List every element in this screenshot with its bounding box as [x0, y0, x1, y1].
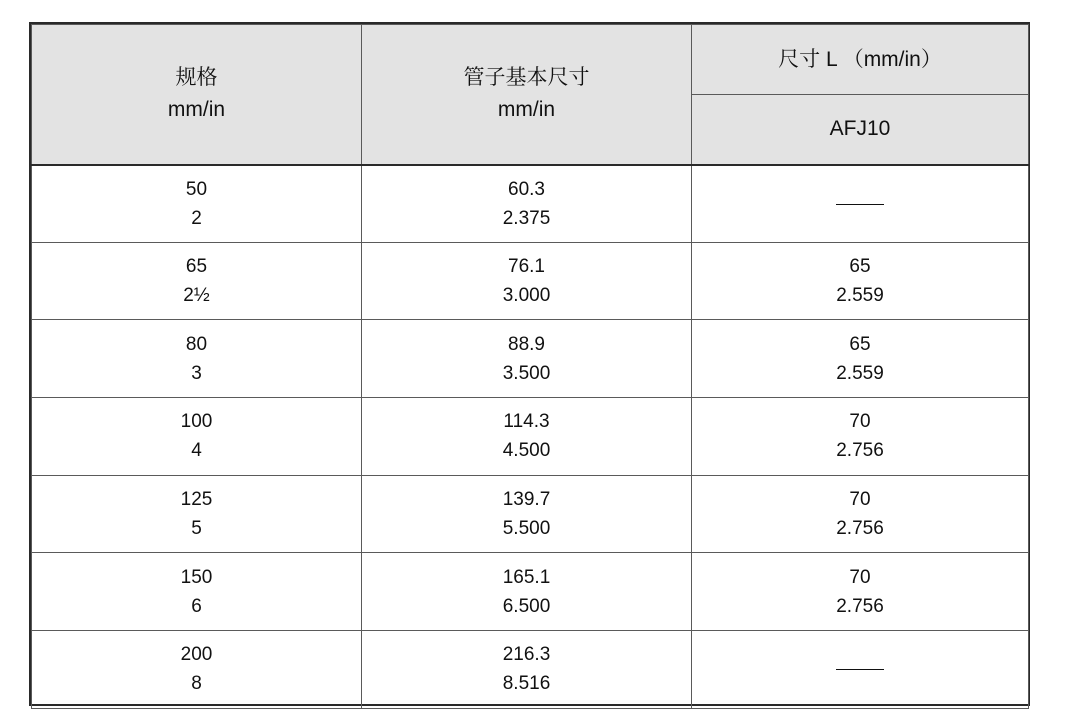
cell-dimension-l-mm: 70: [849, 411, 871, 433]
cell-spec-in: 6: [191, 595, 202, 617]
cell-spec-mm: 125: [180, 489, 213, 511]
table-row: [32, 475, 1029, 553]
cell-dimension-l-in: 2.756: [836, 518, 884, 540]
cell-dimension-l-in: 2.756: [836, 440, 884, 462]
header-spec-title: 规格: [175, 66, 218, 90]
cell-spec-in: 4: [191, 440, 202, 462]
cell-spec: [32, 242, 362, 320]
cell-pipe-size-in: 2.375: [502, 207, 551, 229]
header-afj10: AFJ10: [692, 95, 1029, 165]
cell-spec-mm: 200: [180, 644, 213, 666]
cell-pipe-size-mm: 114.3: [503, 411, 550, 433]
cell-spec: [32, 165, 362, 243]
table-row: [32, 631, 1029, 709]
cell-dimension-l: [692, 165, 1029, 243]
cell-spec-mm: 65: [185, 256, 208, 278]
spec-table: [31, 24, 1029, 709]
header-pipe-size-title: 管子基本尺寸: [463, 66, 590, 90]
header-pipe-size: [362, 25, 692, 165]
table-row: [32, 398, 1029, 476]
cell-dimension-l-mm: 65: [849, 256, 871, 278]
cell-spec: [32, 553, 362, 631]
cell-spec-mm: 80: [185, 333, 208, 355]
cell-pipe-size: [362, 631, 692, 709]
cell-pipe-size: [362, 320, 692, 398]
cell-spec-in: 8: [191, 673, 202, 695]
cell-pipe-size-in: 5.500: [502, 518, 551, 540]
cell-pipe-size-in: 3.000: [502, 285, 551, 307]
cell-dimension-l: [692, 631, 1029, 709]
cell-pipe-size-mm: 165.1: [502, 566, 551, 588]
cell-pipe-size-mm: 76.1: [508, 256, 545, 278]
cell-dimension-l-mm: 70: [849, 566, 871, 588]
empty-dash: [836, 669, 884, 670]
cell-spec-mm: 50: [185, 178, 208, 200]
cell-pipe-size-in: 4.500: [502, 440, 551, 462]
table-row: [32, 242, 1029, 320]
cell-dimension-l: [692, 475, 1029, 553]
cell-pipe-size-in: 6.500: [502, 595, 551, 617]
cell-spec-in: 2½: [183, 285, 210, 307]
header-spec: [32, 25, 362, 165]
table-header: [32, 25, 1029, 165]
header-pipe-size-unit: mm/in: [497, 98, 556, 122]
empty-dash: [836, 204, 884, 205]
spec-table-container: [29, 22, 1030, 706]
cell-dimension-l: [692, 398, 1029, 476]
cell-dimension-l: [692, 242, 1029, 320]
cell-pipe-size: [362, 553, 692, 631]
cell-spec-mm: 100: [180, 411, 213, 433]
cell-spec-in: 5: [191, 518, 202, 540]
cell-spec-in: 2: [191, 207, 202, 229]
table-row: [32, 320, 1029, 398]
cell-dimension-l: [692, 553, 1029, 631]
table-row: [32, 165, 1029, 243]
cell-pipe-size: [362, 165, 692, 243]
table-row: [32, 553, 1029, 631]
cell-pipe-size: [362, 242, 692, 320]
cell-dimension-l-mm: 65: [849, 333, 871, 355]
table-body: [32, 165, 1029, 709]
header-spec-unit: mm/in: [167, 98, 226, 122]
header-dimension-l: 尺寸 L （mm/in）: [692, 25, 1029, 95]
cell-dimension-l-in: 2.559: [836, 362, 884, 384]
cell-spec: [32, 398, 362, 476]
cell-pipe-size-in: 8.516: [502, 673, 551, 695]
cell-spec: [32, 475, 362, 553]
cell-dimension-l-mm: 70: [849, 489, 871, 511]
cell-spec-mm: 150: [180, 566, 213, 588]
cell-spec: [32, 631, 362, 709]
cell-pipe-size-mm: 60.3: [508, 178, 545, 200]
cell-dimension-l-in: 2.559: [836, 285, 884, 307]
cell-pipe-size: [362, 398, 692, 476]
cell-spec-in: 3: [191, 362, 202, 384]
cell-dimension-l: [692, 320, 1029, 398]
cell-pipe-size-mm: 216.3: [502, 644, 551, 666]
cell-pipe-size: [362, 475, 692, 553]
cell-pipe-size-in: 3.500: [502, 362, 551, 384]
cell-pipe-size-mm: 139.7: [502, 489, 551, 511]
cell-pipe-size-mm: 88.9: [508, 333, 545, 355]
cell-dimension-l-in: 2.756: [836, 595, 884, 617]
cell-spec: [32, 320, 362, 398]
